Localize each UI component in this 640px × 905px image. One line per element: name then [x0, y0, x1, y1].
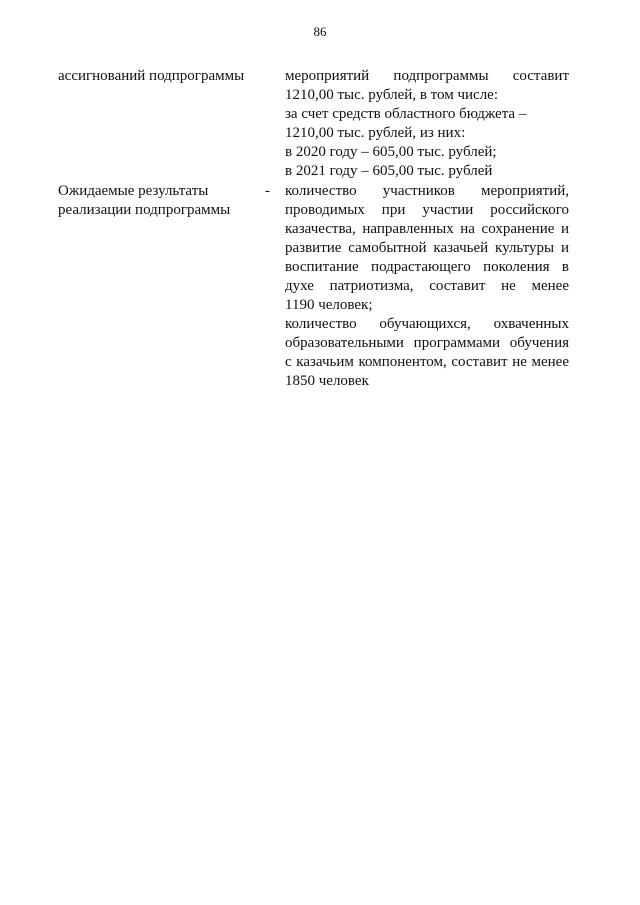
content-line: 1850 человек — [285, 373, 369, 389]
content-line: количество обучающихся, охваченных — [285, 316, 569, 332]
content-line: образовательными программами обучения — [285, 335, 569, 351]
content-line: мероприятий подпрограммы составит — [285, 68, 569, 84]
row-dash: - — [265, 183, 270, 199]
content-line: 1190 человек; — [285, 297, 373, 313]
row-content — [285, 67, 569, 181]
content-line: количество участников мероприятий, — [285, 183, 569, 199]
content-line: 1210,00 тыс. рублей, в том числе: — [285, 87, 499, 103]
content-line: воспитание подрастающего поколения в — [285, 259, 569, 275]
page-number: 86 — [313, 24, 327, 39]
row-label — [58, 67, 258, 86]
content-line: проводимых при участии российского — [285, 202, 569, 218]
label-line: ассигнований подпрограммы — [58, 68, 245, 84]
content-line: казачества, направленных на сохранение и — [285, 221, 569, 237]
content-line: за счет средств областного бюджета – — [285, 106, 527, 122]
label-line: Ожидаемые результаты — [58, 183, 209, 199]
row-content — [285, 182, 569, 391]
content-line: духе патриотизма, составит не менее — [285, 278, 569, 294]
content-line: развитие самобытной казачьей культуры и — [285, 240, 569, 256]
content-line: в 2020 году – 605,00 тыс. рублей; — [285, 144, 497, 160]
content-line: 1210,00 тыс. рублей, из них: — [285, 125, 466, 141]
content-line: с казачьим компонентом, составит не менее — [285, 354, 569, 370]
row-label — [58, 182, 258, 220]
label-line: реализации подпрограммы — [58, 202, 231, 218]
content-line: в 2021 году – 605,00 тыс. рублей — [285, 163, 493, 179]
